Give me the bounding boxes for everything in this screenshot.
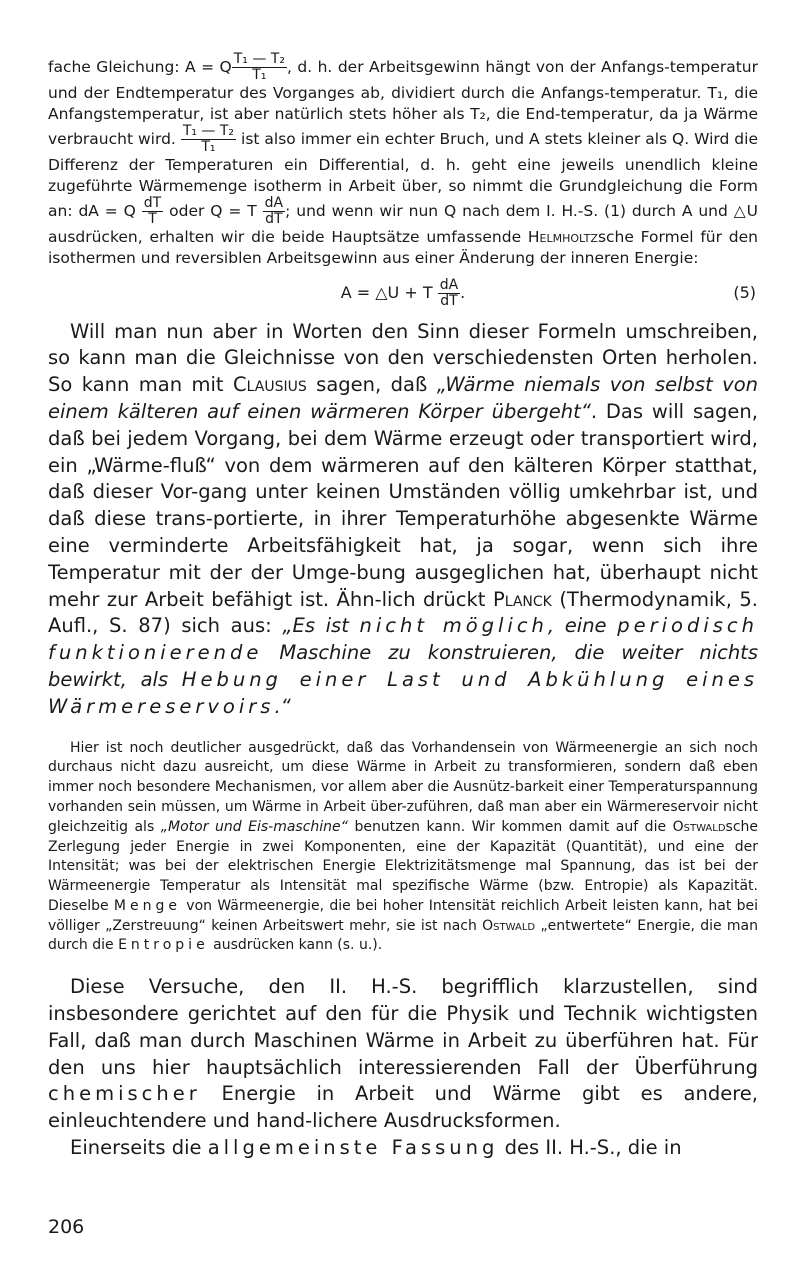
paragraph-einerseits: Einerseits die allgemeinste Fassung des II. H.-S., die in [70,1136,682,1160]
intro-paragraph [48,52,758,269]
spaced-chemischer: chemischer [48,1082,201,1106]
planck-quote: „Es ist nicht möglich, eine periodisch funktionierende Maschine zu konstruieren, die weiter nichts bewirkt, als Hebung einer Last und Abkühlung eines Wärmereservoirs.“ [48,614,759,718]
intro-text-5: sche Formel für den isothermen und reversiblen Arbeitsgewinn aus einer Änderung der inneren Energie: [48,228,758,267]
spaced-entropie: Entropie [118,937,209,954]
equation-lhs: A = △U + T [340,282,433,302]
fraction-t1-minus-t2-over-t1: $\frac{\text{T₁ — T₂}}{\text{T₁}}$ [233,51,285,83]
name-ostwald: Ostwald [672,818,726,835]
paragraph-small-print: Hier ist noch deutlicher ausgedrückt, daß das Vorhandensein von Wärmeenergie an sich noch durchaus nicht dazu ausreicht, um diese Wärme in Arbeit zu transformieren, sondern daß eben immer noch besondere Mechanismen, vor allem aber die Ausnütz-barkeit einer Temperaturspannung vorhanden sein müssen, um Wärme in Arbeit über-zuführen, daß man aber ein Wärmereservoir nicht gleichzeitig als „Motor und Eis-maschine“ benutzen kann. Wir kommen damit auf die Ostwaldsche Zerlegung jeder Energie in zwei Komponenten, eine der Kapazität (Quantität), und eine der Intensität; was bei der elektrischen Energie Elektrizitätsmenge mal Spannung, das ist bei der Wärmeenergie Temperatur als Intensität mal spezifische Wärme (bzw. Entropie) als Kapazität. Dieselbe Menge von Wärmeenergie, die bei hoher Intensität reichlich Arbeit leisten kann, hat bei völliger „Zerstreuung“ keinen Arbeitswert mehr, sie ist nach Ostwald „entwertete“ Energie, die man durch die Entropie ausdrücken kann (s. u.). [48,739,759,954]
page-number: 206 [48,1216,85,1238]
name-ostwald-2: Ostwald [482,917,536,934]
equation-number: (5) [733,282,756,302]
paragraph-versuche: Diese Versuche, den II. H.-S. begrifflich klarzustellen, sind insbesondere gerichtet auf den für die Physik und Technik wichtigsten Fall, daß man durch Maschinen Wärme in Arbeit zu überführen hat. Für den uns hier hauptsächlich interessierenden Fall der Überführung chemischer Energie in Arbeit und Wärme gibt es andere, einleuchtendere und hand-lichere Ausdrucksformen. [48,975,758,1133]
equation-fraction: $\frac{dA}{dT}$ [439,276,459,309]
clausius-quote: „Wärme niemals von selbst von einem kälteren auf einen wärmeren Körper übergeht“ [48,373,758,423]
intro-lead: fache Gleichung: A = Q [48,58,232,76]
intro-text-2: ist also immer ein echter Bruch, und A stets kleiner als Q. Wird die Differenz der Temperaturen ein Differential, d. h. geht eine jeweils unendlich kleine zugeführte Wärmemenge isotherm in Arbeit über, so nimmt die Grundgleichung die Form an: dA = Q [48,130,758,221]
intro-text-3: oder Q = T [169,202,257,221]
intro-text-4: ; und wenn wir nun Q nach dem I. H.-S. (1) durch A und △U ausdrücken, erhalten wir die beide Hauptsätze umfassende [48,202,758,247]
fraction-dT-over-T: $\frac{dT}{T}$ [143,195,162,228]
spaced-menge: Menge [113,897,181,914]
paragraph-clausius-planck: Will man nun aber in Worten den Sinn dieser Formeln umschreiben, so kann man die Gleichnisse von den verschiedensten Orten herholen. So kann man mit Clausius sagen, daß „Wärme niemals von selbst von einem kälteren auf einen wärmeren Körper übergeht“. Das will sagen, daß bei jedem Vorgang, bei dem Wärme erzeugt oder transportiert wird, ein „Wärme-fluß“ von dem wärmeren auf den kälteren Körper statthat, daß dieser Vor-gang unter keinen Umständen völlig umkehrbar ist, und daß diese trans-portierte, in ihrer Temperaturhöhe abgesenkte Wärme eine verminderte Arbeitsfähigkeit hat, ja sogar, wenn sich ihre Temperatur mit der der Umge-bung ausgeglichen hat, überhaupt nicht mehr zur Arbeit befähigt ist. Ähn-lich drückt Planck (Thermodynamik, 5. Aufl., S. 87) sich aus: „Es ist nicht möglich, eine periodisch funktionierende Maschine zu konstruieren, die weiter nichts bewirkt, als Hebung einer Last und Abkühlung eines Wärmereservoirs.“ [48,319,759,718]
intro-text-1: , d. h. der Arbeitsgewinn hängt von der Anfangs-temperatur und der Endtemperatur des Vorganges ab, dividiert durch die Anfangs-temperatur. T₁, die Anfangstemperatur, ist aber natürlich stets höher als T₂, die End-temperatur, da ja Wärme verbraucht wird. [48,58,758,149]
page-body [48,52,758,1162]
name-planck: Planck [492,587,552,611]
spaced-allgemeinste-fassung: allgemeinste Fassung [207,1136,499,1160]
equation-5: A = △U + T $\frac{dA}{dT}$ . (5) [48,273,758,313]
fraction-dA-over-dT: $\frac{dA}{dT}$ [264,195,284,228]
name-helmholtz: Helmholtz [527,228,598,247]
fraction-t1-minus-t2-over-t1-b: $\frac{\text{T₁ — T₂}}{\text{T₁}}$ [182,123,235,156]
motor-quote: „Motor und Eis-maschine“ [160,818,348,835]
name-clausius: Clausius [233,373,307,397]
